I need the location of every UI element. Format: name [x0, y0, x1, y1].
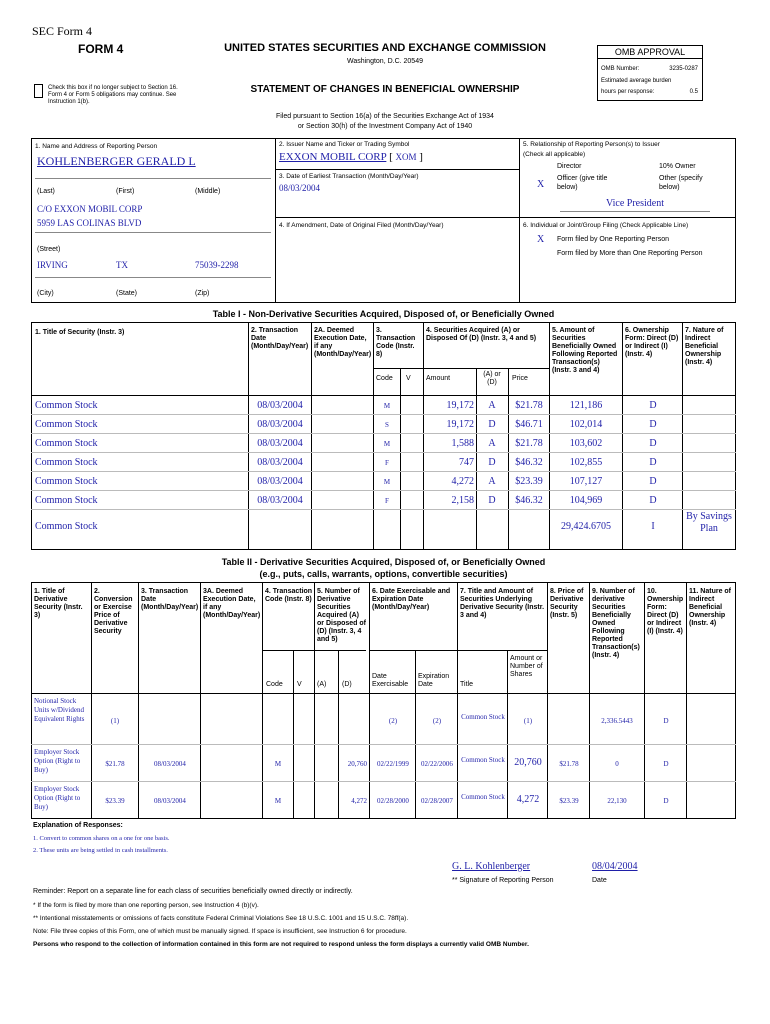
filing-checkmark[interactable]: X — [537, 234, 545, 245]
t2-cell-form: D — [663, 760, 669, 768]
t1-cell-nature: By Savings Plan — [686, 511, 732, 534]
footer-note-3: Note: File three copies of this Form, one of which must be manually signed. If space is insufficient, see Instruction 6 for procedure. — [33, 928, 407, 935]
filing-label: 6. Individual or Joint/Group Filing (Check Applicable Line) — [523, 222, 689, 229]
sec-form-label: SEC Form 4 — [32, 24, 93, 38]
t1-cell-title: Common Stock — [35, 400, 98, 411]
t1-cell-date: 08/03/2004 — [257, 419, 303, 430]
t1-cell-owned: 103,602 — [569, 438, 603, 449]
section16-text: Check this box if no longer subject to Section 16. Form 4 or Form 5 obligations may continue. See Instruction 1(b). — [48, 85, 178, 105]
t1-cell-date: 08/03/2004 — [257, 400, 303, 411]
t2-h-conversion: 2. Conversion or Exercise Price of Derivative Security — [94, 588, 133, 635]
table1-title: Table I - Non-Derivative Securities Acquired, Disposed of, or Beneficially Owned — [212, 309, 555, 319]
t2-cell-title: Employer Stock Option (Right to Buy) — [34, 748, 81, 774]
t2-cell-owned: 0 — [615, 760, 619, 768]
zip-value: 75039-2298 — [195, 260, 239, 270]
t2-cell-code: M — [274, 760, 282, 768]
t1-h-nature: 7. Nature of Indirect Beneficial Ownership (Instr. 4) — [685, 327, 724, 366]
officer-checkmark[interactable]: X — [537, 179, 545, 190]
t1-cell-owned: 102,014 — [569, 419, 603, 430]
omb-number-value: 3235-0287 — [669, 66, 698, 72]
t1-cell-amount: 19,172 — [446, 400, 474, 411]
signature-label: ** Signature of Reporting Person — [452, 877, 554, 884]
t1-cell-owned: 104,969 — [569, 495, 603, 506]
footer-note-4: Persons who respond to the collection of information contained in this form are not required to respond unless the form displays a currently valid OMB Number. — [33, 941, 529, 948]
t1-cell-price: $46.32 — [515, 457, 543, 468]
t1-cell-title: Common Stock — [35, 457, 98, 468]
earliest-date-value: 08/03/2004 — [279, 183, 321, 193]
t1-cell-date: 08/03/2004 — [257, 457, 303, 468]
filed-pursuant-1: Filed pursuant to Section 16(a) of the Securities Exchange Act of 1934 — [276, 113, 494, 120]
t2-cell-exp: 02/22/2006 — [421, 760, 453, 768]
t1-cell-amount: 747 — [459, 457, 474, 468]
explanation-label: Explanation of Responses: — [33, 822, 123, 829]
t2-cell-conv: $23.39 — [105, 797, 125, 805]
t1-sub-amount: Amount — [426, 375, 451, 382]
t1-cell-title: Common Stock — [35, 476, 98, 487]
agency-title: UNITED STATES SECURITIES AND EXCHANGE COMMISSION — [224, 42, 546, 54]
t2-h-number: 5. Number of Derivative Securities Acquired (A) or Disposed of (D) (Instr. 3, 4 and 5) — [317, 588, 367, 643]
t2-h-date: 3. Transaction Date (Month/Day/Year) — [141, 588, 199, 611]
t1-h-securities: 4. Securities Acquired (A) or Disposed Of (D) (Instr. 3, 4 and 5) — [426, 327, 537, 342]
t1-h-code: 3. Transaction Code (Instr. 8) — [376, 327, 416, 358]
agency-location: Washington, D.C. 20549 — [346, 58, 423, 65]
footer-reminder: Reminder: Report on a separate line for each class of securities beneficially owned directly or indirectly. — [33, 888, 353, 895]
t2-h-price: 8. Price of Derivative Security (Instr. 5) — [550, 588, 584, 619]
t1-cell-ad: A — [488, 400, 496, 411]
t1-cell-price: $46.71 — [515, 419, 543, 430]
t1-cell-amount: 1,588 — [451, 438, 474, 449]
state-value: TX — [116, 260, 128, 270]
t1-cell-amount: 2,158 — [451, 495, 474, 506]
table2-title: Table II - Derivative Securities Acquired, Disposed of, or Beneficially Owned — [221, 557, 546, 567]
t1-cell-ad: A — [488, 438, 496, 449]
t1-cell-price: $23.39 — [515, 476, 543, 487]
omb-burden-label: Estimated average burden — [601, 78, 672, 84]
t2-sub-exercisable: Date Exercisable — [372, 673, 409, 688]
t1-cell-form: D — [649, 438, 657, 449]
earliest-date-label: 3. Date of Earliest Transaction (Month/Day/Year) — [279, 173, 419, 180]
t1-sub-code: Code — [376, 375, 393, 382]
first-label: (First) — [116, 188, 135, 195]
t1-cell-price: $21.78 — [515, 438, 543, 449]
t2-cell-exer: 02/22/1999 — [377, 760, 409, 768]
t2-h-form: 10. Ownership Form: Direct (D) or Indirect (I) (Instr. 4) — [647, 588, 684, 635]
t2-sub-amount: Amount or Number of Shares — [510, 655, 543, 678]
t2-cell-d: 4,272 — [351, 797, 367, 805]
t2-sub-v: V — [297, 681, 302, 688]
t2-cell-uamt: 4,272 — [516, 794, 540, 805]
t1-h-deemed: 2A. Deemed Execution Date, if any (Month/Day/Year) — [314, 327, 372, 358]
omb-hours-label: hours per response: — [601, 89, 655, 95]
t2-cell-date: 08/03/2004 — [154, 797, 186, 805]
t2-sub-code: Code — [266, 681, 283, 688]
t1-cell-title: Common Stock — [35, 419, 98, 430]
t2-cell-utitle: Common Stock — [461, 793, 505, 801]
t1-h-ownership-form: 6. Ownership Form: Direct (D) or Indirect (I) (Instr. 4) — [625, 327, 679, 358]
t2-cell-exp: (2) — [432, 717, 442, 725]
t2-cell-uamt: 20,760 — [514, 757, 542, 768]
t2-sub-expiration: Expiration Date — [418, 673, 450, 688]
t1-cell-ad: D — [488, 457, 496, 468]
t1-cell-amount: 4,272 — [451, 476, 474, 487]
signature-date: 08/04/2004 — [592, 861, 638, 872]
t2-cell-conv: (1) — [110, 717, 120, 725]
t1-cell-code: S — [385, 421, 389, 429]
t1-cell-owned: 29,424.6705 — [561, 521, 611, 532]
last-label: (Last) — [37, 188, 55, 195]
t2-cell-exp: 02/28/2007 — [421, 797, 453, 805]
address-line-1: C/O EXXON MOBIL CORP — [37, 204, 143, 214]
footer-note-2: ** Intentional misstatements or omissions of facts constitute Federal Criminal Violations See 18 U.S.C. 1001 and 15 U.S.C. 78ff(a). — [33, 915, 409, 922]
state-label: (State) — [116, 290, 138, 297]
t2-cell-price: $23.39 — [559, 797, 579, 805]
omb-hours-value: 0.5 — [689, 89, 698, 95]
footer-note-1: * If the form is filed by more than one reporting person, see Instruction 4 (b)(v). — [33, 902, 259, 909]
t1-cell-owned: 102,855 — [569, 457, 603, 468]
t2-cell-title: Notional Stock Units w/Dividend Equivalent Rights — [34, 697, 85, 723]
t1-cell-code: F — [385, 459, 389, 467]
t1-cell-ad: D — [488, 495, 496, 506]
officer-title: Vice President — [606, 198, 664, 209]
t2-cell-date: 08/03/2004 — [154, 760, 186, 768]
reporting-person-name[interactable]: KOHLENBERGER GERALD L — [37, 154, 196, 168]
t1-h-date: 2. Transaction Date (Month/Day/Year) — [251, 327, 309, 350]
t1-cell-form: D — [649, 419, 657, 430]
t2-cell-code: M — [274, 797, 282, 805]
filing-one-person: Form filed by One Reporting Person — [557, 236, 670, 243]
t1-cell-date: 08/03/2004 — [257, 476, 303, 487]
middle-label: (Middle) — [195, 188, 221, 195]
director-label: Director — [557, 163, 582, 170]
t1-cell-title: Common Stock — [35, 495, 98, 506]
t2-cell-d: 20,760 — [347, 760, 367, 768]
address-line-2: 5959 LAS COLINAS BLVD — [37, 218, 142, 228]
t1-cell-title: Common Stock — [35, 521, 98, 532]
filed-pursuant-2: or Section 30(h) of the Investment Company Act of 1940 — [297, 123, 473, 130]
t2-cell-title: Employer Stock Option (Right to Buy) — [34, 785, 81, 811]
relationship-label: 5. Relationship of Reporting Person(s) to Issuer — [523, 141, 660, 148]
signature-date-label: Date — [592, 877, 607, 884]
t1-cell-price: $21.78 — [515, 400, 543, 411]
t2-cell-conv: $21.78 — [105, 760, 125, 768]
t2-h-exercisable: 6. Date Exercisable and Expiration Date (Month/Day/Year) — [372, 588, 451, 611]
t2-h-owned: 9. Number of derivative Securities Beneficially Owned Following Reported Transaction(s) (Instr. 4) — [592, 588, 640, 659]
t1-cell-code: M — [383, 402, 391, 410]
t1-cell-ad: A — [488, 476, 496, 487]
t1-cell-form: D — [649, 476, 657, 487]
t2-h-code: 4. Transaction Code (Instr. 8) — [265, 588, 313, 603]
city-value: IRVING — [37, 260, 68, 270]
t2-cell-form: D — [663, 717, 669, 725]
t2-cell-exer: 02/28/2000 — [377, 797, 409, 805]
t2-cell-exer: (2) — [388, 717, 398, 725]
t2-sub-d: (D) — [342, 681, 352, 688]
signature-name: G. L. Kohlenberger — [452, 861, 531, 872]
t1-cell-form: I — [651, 521, 655, 532]
other-label: Other (specify below) — [659, 175, 703, 191]
t1-sub-ad: (A) or (D) — [483, 371, 501, 386]
reporting-person-label: 1. Name and Address of Reporting Person — [35, 143, 158, 150]
table2-subtitle: (e.g., puts, calls, warrants, options, convertible securities) — [259, 569, 508, 579]
t1-cell-ad: D — [488, 419, 496, 430]
t2-h-nature: 11. Nature of Indirect Beneficial Ownership (Instr. 4) — [689, 588, 732, 627]
explanation-note-2: 2. These units are being settled in cash installments. — [33, 847, 168, 854]
zip-label: (Zip) — [195, 290, 210, 297]
t1-cell-form: D — [649, 400, 657, 411]
t1-sub-v: V — [406, 375, 411, 382]
form-title: FORM 4 — [78, 42, 124, 56]
filing-more-person: Form filed by More than One Reporting Person — [557, 250, 703, 257]
t1-sub-price: Price — [512, 375, 528, 382]
t2-cell-form: D — [663, 797, 669, 805]
relationship-sublabel: (Check all applicable) — [523, 151, 586, 158]
t2-sub-title: Title — [460, 681, 473, 688]
statement-title: STATEMENT OF CHANGES IN BENEFICIAL OWNERSHIP — [250, 84, 520, 95]
t1-cell-code: F — [385, 497, 389, 505]
t2-sub-a: (A) — [317, 681, 327, 688]
t2-cell-owned: 22,130 — [607, 797, 627, 805]
section16-checkbox[interactable] — [34, 84, 43, 98]
t2-cell-utitle: Common Stock — [461, 756, 505, 764]
t1-cell-date: 08/03/2004 — [257, 495, 303, 506]
t1-cell-code: M — [383, 478, 391, 486]
t2-cell-owned: 2,336.5443 — [601, 717, 633, 725]
t2-cell-uamt: (1) — [523, 717, 533, 725]
ten-pct-owner-label: 10% Owner — [659, 163, 696, 170]
street-label: (Street) — [37, 246, 61, 253]
t1-cell-code: M — [383, 440, 391, 448]
t1-cell-date: 08/03/2004 — [257, 438, 303, 449]
t2-cell-utitle: Common Stock — [461, 713, 505, 721]
omb-title: OMB APPROVAL — [598, 46, 702, 59]
explanation-note-1: 1. Convert to common shares on a one for one basis. — [33, 835, 170, 842]
officer-label: Officer (give title below) — [557, 175, 608, 191]
t2-h-underlying: 7. Title and Amount of Securities Underlying Derivative Security (Instr. 3 and 4) — [460, 588, 545, 619]
t1-cell-form: D — [649, 495, 657, 506]
t1-cell-title: Common Stock — [35, 438, 98, 449]
amendment-label: 4. If Amendment, Date of Original Filed (Month/Day/Year) — [279, 222, 444, 229]
t1-h-title: 1. Title of Security (Instr. 3) — [35, 329, 125, 336]
t2-h-deemed: 3A. Deemed Execution Date, if any (Month/Day/Year) — [203, 588, 261, 619]
t1-cell-price: $46.32 — [515, 495, 543, 506]
omb-number-label: OMB Number: — [601, 66, 640, 72]
t1-cell-amount: 19,172 — [446, 419, 474, 430]
city-label: (City) — [37, 290, 54, 297]
t1-cell-form: D — [649, 457, 657, 468]
t2-cell-price: $21.78 — [559, 760, 579, 768]
issuer-name[interactable]: EXXON MOBIL CORP — [279, 151, 387, 163]
issuer-ticker: XOM — [395, 152, 417, 162]
t1-cell-owned: 121,186 — [569, 400, 603, 411]
t2-h-title: 1. Title of Derivative Security (Instr. 3) — [34, 588, 83, 619]
t1-cell-owned: 107,127 — [569, 476, 603, 487]
issuer-label: 2. Issuer Name and Ticker or Trading Symbol — [279, 141, 410, 148]
t1-h-amount-owned: 5. Amount of Securities Beneficially Owned Following Reported Transaction(s) (Instr. 3 and 4) — [552, 327, 618, 374]
